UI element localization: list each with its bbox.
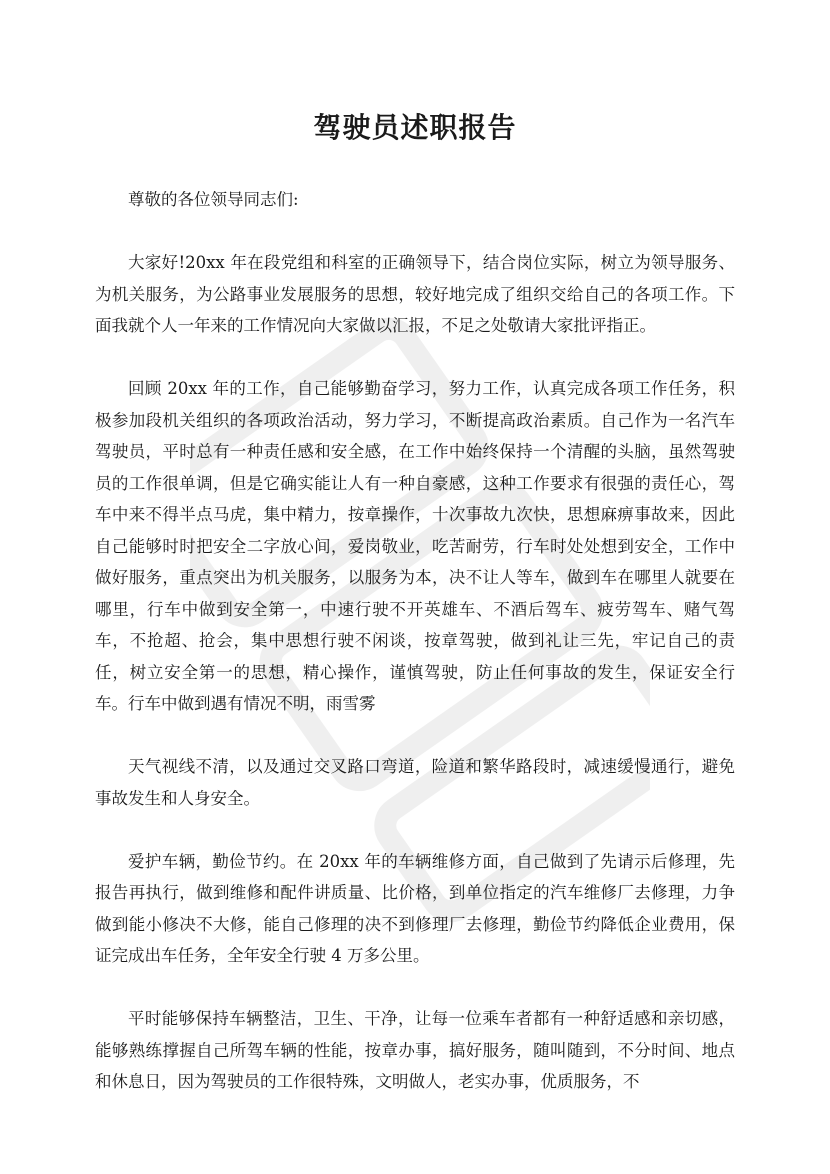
document-body: [95, 184, 735, 1098]
page-title: 驾驶员述职报告: [313, 111, 517, 144]
paragraph-1: 大家好!20xx 年在段党组和科室的正确领导下，结合岗位实际，树立为领导服务、为机关服务，为公路事业发展服务的思想，较好地完成了组织交给自己的各项工作。下面我就个人一年来的工作情况向大家做以汇报，不足之处敬请大家批评指正。: [95, 253, 735, 335]
salutation: 尊敬的各位领导同志们:: [128, 190, 299, 209]
paragraph-5: 平时能够保持车辆整洁，卫生、干净，让每一位乘车者都有一种舒适感和亲切感，能够熟练撑握自己所驾车辆的性能，按章办事，搞好服务，随叫随到，不分时间、地点和休息日，因为驾驶员的工作很特殊，文明做人，老实办事，优质服务，不: [95, 1009, 735, 1091]
paragraph-4: 爱护车辆，勤俭节约。在 20xx 年的车辆维修方面，自己做到了先请示后修理，先报告再执行，做到维修和配件讲质量、比价格，到单位指定的汽车维修厂去修理，力争做到能小修决不大修，能自己修理的决不到修理厂去修理，勤俭节约降低企业费用，保证完成出车任务，全年安全行驶 4 万多公里。: [95, 851, 735, 965]
paragraph-2: 回顾 20xx 年的工作，自己能够勤奋学习，努力工作，认真完成各项工作任务，积极参加段机关组织的各项政治活动，努力学习，不断提高政治素质。自己作为一名汽车驾驶员，平时总有一种责任感和安全感，在工作中始终保持一个清醒的头脑，虽然驾驶员的工作很单调，但是它确实能让人有一种自豪感，这种工作要求有很强的责任心，驾车中来不得半点马虎，集中精力，按章操作，十次事故九次快，思想麻痹事故来，因此自己能够时时把安全二字放心间，爱岗敬业，吃苦耐劳，行车时处处想到安全，工作中做好服务，重点突出为机关服务，以服务为本，决不让人等车，做到车在哪里人就要在哪里，行车中做到安全第一，中速行驶不开英雄车、不酒后驾车、疲劳驾车、赌气驾车，不抢超、抢会，集中思想行驶不闲谈，按章驾驶，做到礼让三先，牢记自己的责任，树立安全第一的思想，精心操作，谨慎驾驶，防止任何事故的发生，保证安全行车。行车中做到遇有情况不明，雨雪雾: [95, 379, 735, 713]
paragraph-3: 天气视线不清，以及通过交叉路口弯道，险道和繁华路段时，减速缓慢通行，避免事故发生和人身安全。: [95, 757, 735, 808]
